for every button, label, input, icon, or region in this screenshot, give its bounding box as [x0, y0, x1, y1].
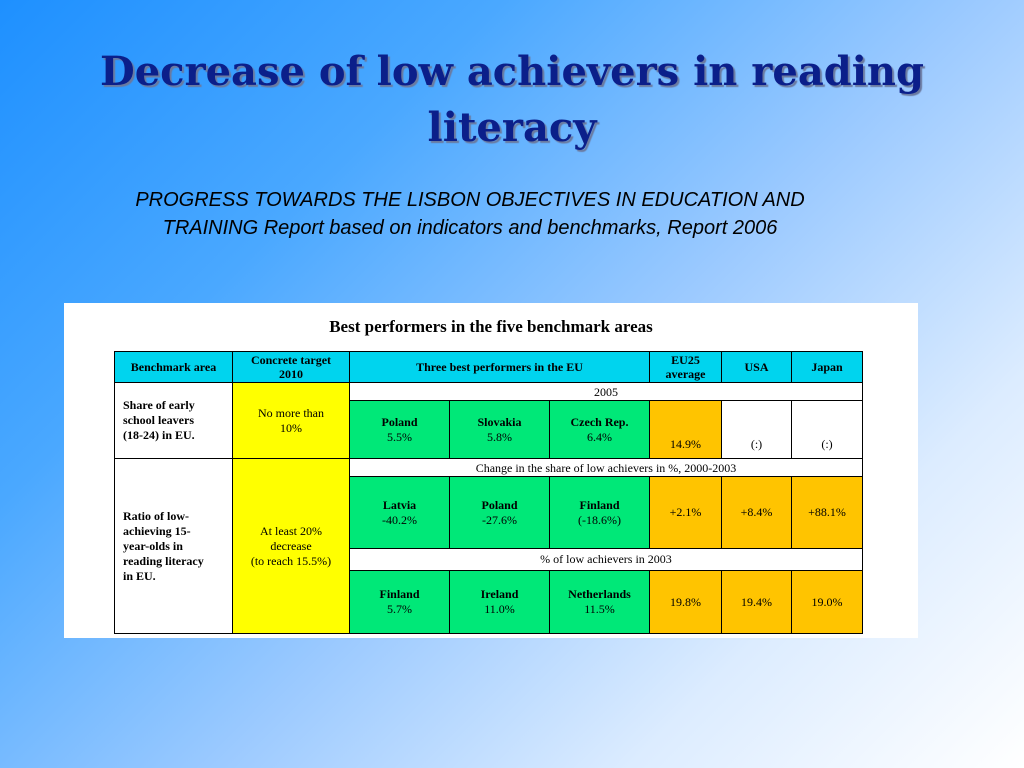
performer-value: -40.2%	[382, 512, 417, 527]
performer-value: -27.6%	[482, 512, 517, 527]
target-low-achievers	[233, 459, 350, 634]
label-line: school leavers	[123, 413, 194, 427]
row-label-low-achievers	[115, 459, 233, 634]
header-row	[115, 352, 863, 383]
performer-name: Poland	[481, 497, 518, 512]
performer-3	[550, 401, 650, 459]
target-line: (to reach 15.5%)	[250, 553, 332, 568]
label-line: achieving 15-	[123, 523, 191, 538]
header-eu-line-2: average	[665, 367, 706, 381]
performer-name: Poland	[381, 414, 418, 429]
japan-value: +88.1%	[792, 477, 863, 549]
eu25-value: 19.8%	[650, 571, 722, 634]
performer-name: Finland	[379, 587, 420, 601]
performer-name: Netherlands	[568, 587, 631, 601]
label-line: reading literacy	[123, 553, 204, 568]
label-line: Share of early	[123, 398, 195, 412]
japan-value: (:)	[792, 401, 863, 459]
performer-value: 6.4%	[587, 429, 612, 444]
label-line: in EU.	[123, 568, 156, 583]
performer-2	[450, 571, 550, 634]
slide-title	[40, 44, 984, 156]
performer-2	[450, 401, 550, 459]
band-year-2005: 2005	[350, 383, 863, 401]
slide-title-line-2: literacy	[427, 104, 597, 151]
target-line: 10%	[280, 420, 302, 435]
subtitle-line-1: PROGRESS TOWARDS THE LISBON OBJECTIVES IN EDUCATION AND	[135, 189, 805, 211]
performer-value: 11.0%	[484, 602, 515, 616]
performer-2	[450, 477, 550, 549]
label-line: year-olds in	[123, 538, 183, 553]
table-title: Best performers in the five benchmark areas	[329, 317, 653, 336]
usa-value: +8.4%	[722, 477, 792, 549]
eu25-value: +2.1%	[650, 477, 722, 549]
header-best-performers: Three best performers in the EU	[350, 352, 650, 383]
performer-name: Slovakia	[477, 414, 522, 429]
usa-value: (:)	[722, 401, 792, 459]
performer-value: (-18.6%)	[578, 512, 621, 527]
table-row	[115, 383, 863, 401]
header-japan: Japan	[792, 352, 863, 383]
target-line: At least 20%	[260, 523, 322, 538]
usa-value: 19.4%	[722, 571, 792, 634]
header-eu25	[650, 352, 722, 383]
band-change-2000-2003: Change in the share of low achievers in %, 2000-2003	[350, 459, 863, 477]
performer-value: 5.8%	[487, 429, 512, 444]
label-line: Ratio of low-	[123, 508, 189, 523]
performer-name: Finland	[579, 497, 620, 512]
performer-value: 5.5%	[387, 429, 412, 444]
target-line: No more than	[258, 405, 324, 420]
performer-name: Latvia	[382, 497, 417, 512]
table-image-panel	[64, 303, 918, 638]
header-usa: USA	[722, 352, 792, 383]
target-early-leavers	[233, 383, 350, 459]
performer-3	[550, 477, 650, 549]
subtitle-line-2: TRAINING Report based on indicators and benchmarks, Report 2006	[162, 217, 778, 239]
target-line: decrease	[270, 538, 312, 553]
header-concrete-target	[233, 352, 350, 383]
slide-subtitle	[40, 186, 900, 242]
header-eu-line-1: EU25	[671, 353, 700, 367]
slide-title-line-1: Decrease of low achievers in reading	[100, 48, 924, 95]
row-label-early-leavers	[115, 383, 233, 459]
eu25-value: 14.9%	[650, 401, 722, 459]
header-benchmark-area: Benchmark area	[115, 352, 233, 383]
performer-1	[350, 571, 450, 634]
performer-name: Czech Rep.	[570, 414, 629, 429]
performer-value: 11.5%	[584, 602, 615, 616]
label-line: (18-24) in EU.	[123, 428, 195, 442]
performer-1	[350, 401, 450, 459]
benchmark-table	[114, 351, 863, 634]
japan-value: 19.0%	[792, 571, 863, 634]
table-row	[115, 459, 863, 477]
performer-1	[350, 477, 450, 549]
header-target-line-2: 2010	[279, 367, 303, 381]
performer-3	[550, 571, 650, 634]
band-low-achievers-2003: % of low achievers in 2003	[350, 549, 863, 571]
header-target-line-1: Concrete target	[250, 353, 332, 367]
performer-value: 5.7%	[387, 602, 412, 616]
performer-name: Ireland	[480, 587, 519, 601]
